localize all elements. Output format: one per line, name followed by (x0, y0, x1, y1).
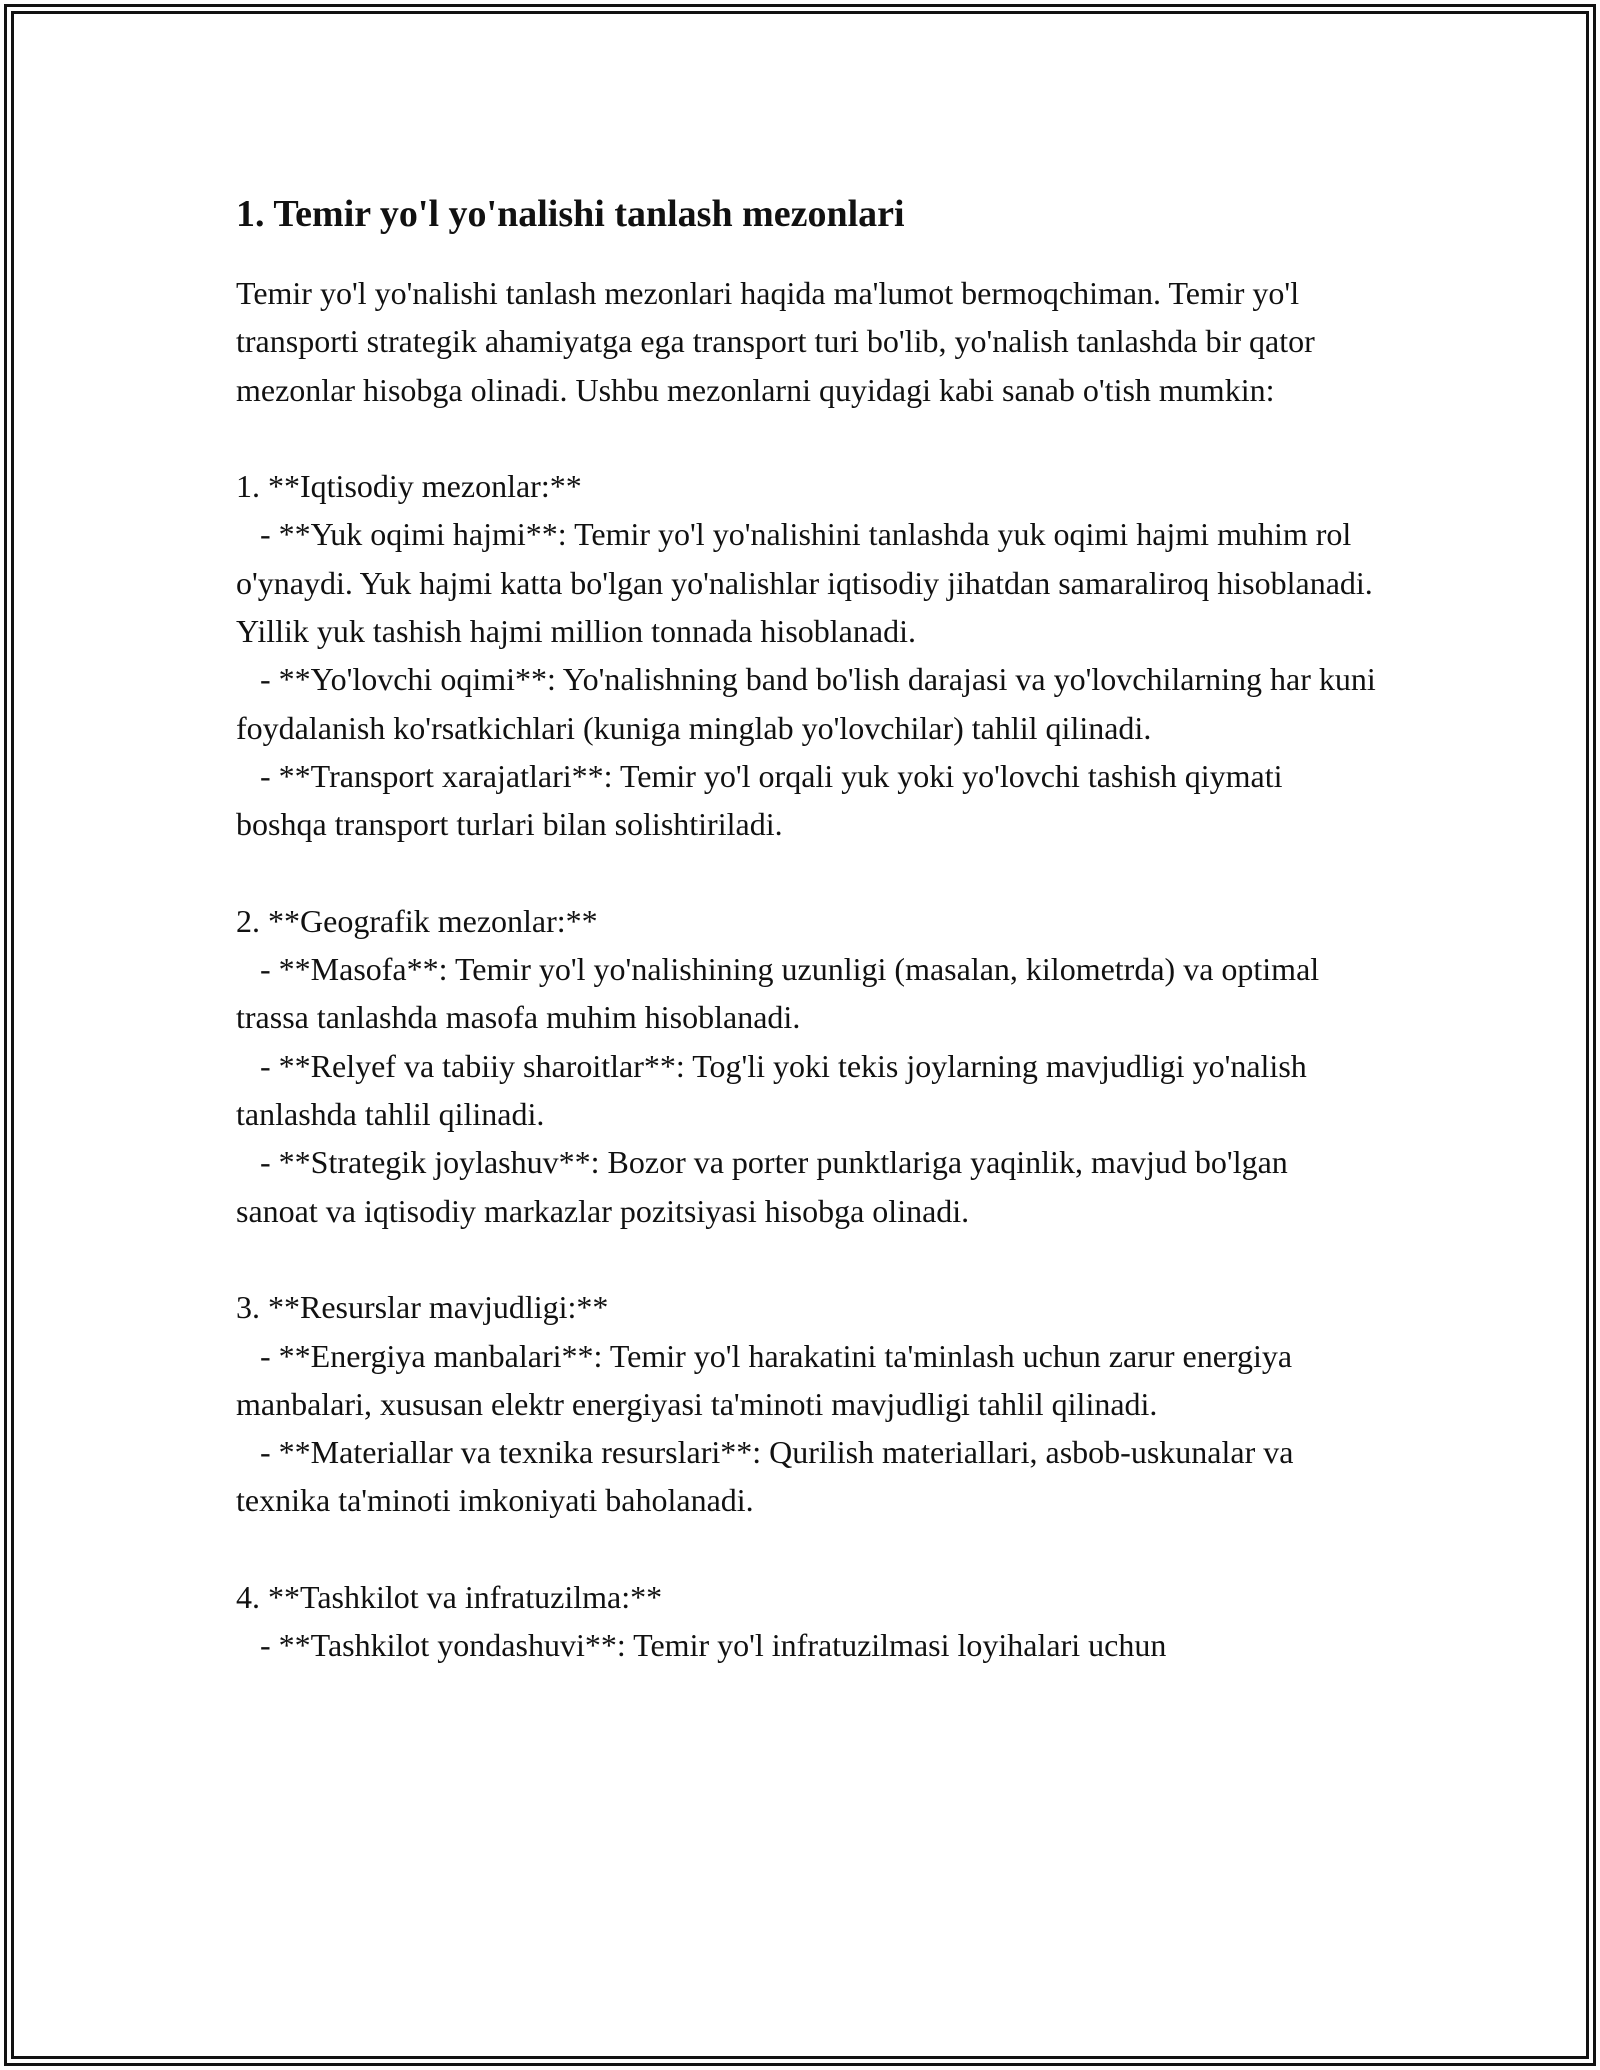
document-title: 1. Temir yo'l yo'nalishi tanlash mezonlari (236, 193, 905, 235)
document-page (236, 190, 1376, 1670)
document-body: Temir yo'l yo'nalishi tanlash mezonlari haqida ma'lumot bermoqchiman. Temir yo'l transporti strategik ahamiyatga ega transport turi bo'lib, yo'nalish tanlashda bir qator mezonlar hisobga olinadi. Ushbu mezonlarni quyidagi kabi sanab o'tish mumkin: 1. **Iqtisodiy mezonlar:** - **Yuk oqimi hajmi**: Temir yo'l yo'nalishini tanlashda yuk oqimi hajmi muhim rol o'ynaydi. Yuk hajmi katta bo'lgan yo'nalishlar iqtisodiy jihatdan samaraliroq hisoblanadi. Yillik yuk tashish hajmi million tonnada hisoblanadi. - **Yo'lovchi oqimi**: Yo'nalishning band bo'lish darajasi va yo'lovchilarning har kuni foydalanish ko'rsatkichlari (kuniga minglab yo'lovchilar) tahlil qilinadi. - **Transport xarajatlari**: Temir yo'l orqali yuk yoki yo'lovchi tashish qiymati boshqa transport turlari bilan solishtiriladi. 2. **Geografik mezonlar:** - **Masofa**: Temir yo'l yo'nalishining uzunligi (masalan, kilometrda) va optimal trassa tanlashda masofa muhim hisoblanadi. - **Relyef va tabiiy sharoitlar**: Tog'li yoki tekis joylarning mavjudligi yo'nalish tanlashda tahlil qilinadi. - **Strategik joylashuv**: Bozor va porter punktlariga yaqinlik, mavjud bo'lgan sanoat va iqtisodiy markazlar pozitsiyasi hisobga olinadi. 3. **Resurslar mavjudligi:** - **Energiya manbalari**: Temir yo'l harakatini ta'minlash uchun zarur energiya manbalari, xususan elektr energiyasi ta'minoti mavjudligi tahlil qilinadi. - **Materiallar va texnika resurslari**: Qurilish materiallari, asbob-uskunalar va texnika ta'minoti imkoniyati baholanadi. 4. **Tashkilot va infratuzilma:** - **Tashkilot yondashuvi**: Temir yo'l infratuzilmasi loyihalari uchun (236, 275, 1376, 1664)
